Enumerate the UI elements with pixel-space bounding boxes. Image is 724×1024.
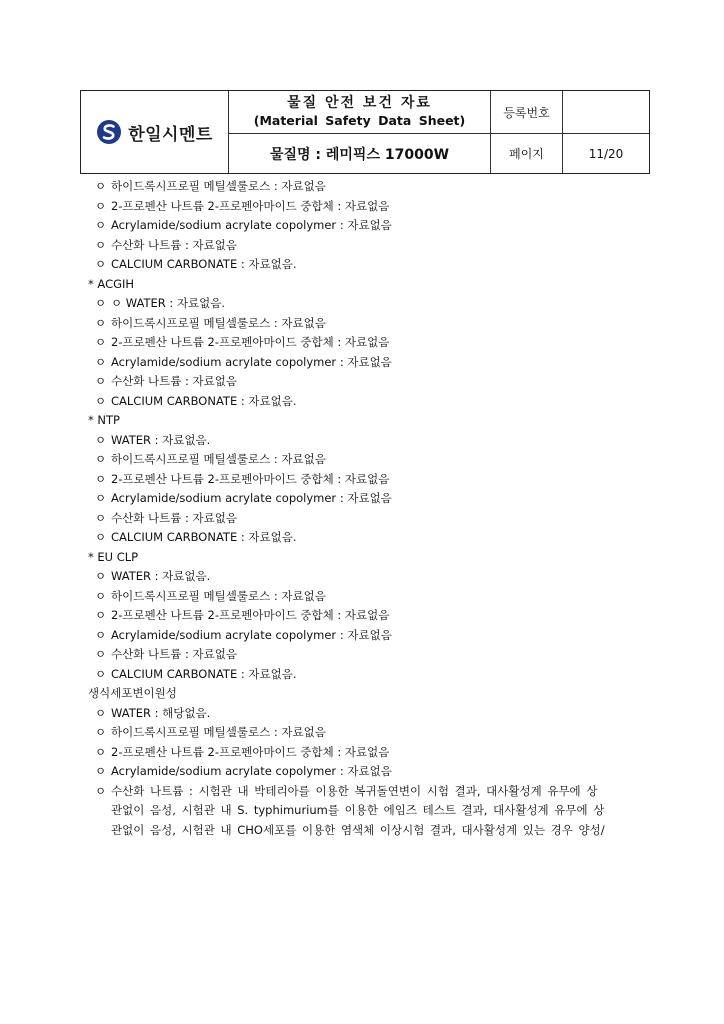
list-item: ㅇ 2-프로펜산 나트륨 2-프로펜아마이드 중합체 : 자료없음 bbox=[88, 470, 658, 490]
section-acgih bbox=[88, 275, 658, 412]
bullet-icon: ㅇ bbox=[95, 237, 107, 252]
document-body bbox=[88, 177, 658, 840]
bullet-icon: ㅇ bbox=[95, 725, 107, 739]
bullet-icon: ㅇ bbox=[95, 198, 107, 213]
bullet-icon: ㅇ bbox=[95, 393, 107, 408]
bullet-icon: ㅇ bbox=[95, 296, 107, 310]
section-heading: 생식세포변이원성 bbox=[88, 686, 177, 700]
page-label: 페이지 bbox=[491, 133, 563, 173]
list-item: ㅇ 하이드록시프로필 메틸셀룰로스 : 자료없음 bbox=[88, 177, 658, 197]
list-item: ㅇ 하이드록시프로필 메틸셀룰로스 : 자료없음 bbox=[88, 723, 658, 743]
list-item: ㅇ 수산화 나트륨 : 자료없음 bbox=[88, 509, 658, 529]
bullet-icon: ㅇ bbox=[95, 179, 107, 193]
company-logo bbox=[96, 119, 213, 145]
list-item: ㅇ ㅇ WATER : 자료없음. bbox=[88, 294, 658, 314]
paragraph-line: 관없이 음성, 시험관 내 S. typhimurium를 이용한 에임즈 테스트 결과, 대사활성계 유무에 상 bbox=[111, 803, 605, 817]
section-ntp bbox=[88, 411, 658, 548]
section-heading: * NTP bbox=[88, 413, 120, 427]
msds-header-table bbox=[80, 90, 650, 174]
list-item-paragraph bbox=[88, 782, 658, 841]
list-item: ㅇ 2-프로펜산 나트륨 2-프로펜아마이드 중합체 : 자료없음 bbox=[88, 606, 658, 626]
bullet-icon: ㅇ bbox=[95, 627, 107, 642]
bullet-icon: ㅇ bbox=[95, 354, 107, 369]
list-item: ㅇ 2-프로펜산 나트륨 2-프로펜아마이드 중합체 : 자료없음 bbox=[88, 333, 658, 353]
list-item: ㅇ 하이드록시프로필 메틸셀룰로스 : 자료없음 bbox=[88, 450, 658, 470]
bullet-icon: ㅇ bbox=[95, 335, 107, 349]
bullet-icon: ㅇ bbox=[95, 471, 107, 486]
bullet-icon: ㅇ bbox=[95, 452, 107, 466]
company-s-emblem-icon bbox=[96, 119, 122, 145]
bullet-icon: ㅇ bbox=[95, 374, 107, 388]
company-name: 한일시멘트 bbox=[128, 124, 213, 145]
section-heading: * ACGIH bbox=[88, 276, 135, 291]
paragraph-line: 관없이 음성, 시험관 내 CHO세포를 이용한 염색체 이상시험 결과, 대사활성계 있는 경우 양성/ bbox=[111, 822, 605, 837]
product-name: 물질명 : 레미픽스 17000W bbox=[229, 133, 491, 173]
list-item: ㅇ 수산화 나트륨 : 자료없음 bbox=[88, 372, 658, 392]
bullet-icon: ㅇ bbox=[95, 569, 107, 583]
bullet-icon: ㅇ bbox=[95, 666, 107, 681]
title-cell bbox=[229, 91, 491, 133]
list-item: ㅇ CALCIUM CARBONATE : 자료없음. bbox=[88, 392, 658, 412]
paragraph-line: 수산화 나트륨 : 시험관 내 박테리아를 이용한 복귀돌연변이 시험 결과, 대사활성계 유무에 상 bbox=[111, 783, 598, 798]
bullet-icon: ㅇ bbox=[95, 491, 107, 505]
list-item: ㅇ CALCIUM CARBONATE : 자료없음. bbox=[88, 528, 658, 548]
bullet-icon: ㅇ bbox=[95, 608, 107, 622]
document-title-en: (Material Safety Data Sheet) bbox=[253, 113, 466, 128]
registration-number-label: 등록번호 bbox=[491, 91, 563, 133]
document-title-ko: 물질 안전 보건 자료 bbox=[287, 95, 432, 111]
list-item: ㅇ 2-프로펜산 나트륨 2-프로펜아마이드 중합체 : 자료없음 bbox=[88, 197, 658, 217]
section-continued bbox=[88, 177, 658, 275]
list-item: ㅇ 2-프로펜산 나트륨 2-프로펜아마이드 중합체 : 자료없음 bbox=[88, 743, 658, 763]
bullet-icon: ㅇ bbox=[95, 315, 107, 330]
company-logo-cell bbox=[81, 91, 229, 173]
page-number: 11/20 bbox=[563, 133, 649, 173]
list-item: ㅇ CALCIUM CARBONATE : 자료없음. bbox=[88, 665, 658, 685]
list-item: ㅇ Acrylamide/sodium acrylate copolymer : 자료없음 bbox=[88, 626, 658, 646]
bullet-icon: ㅇ bbox=[95, 257, 107, 271]
bullet-icon: ㅇ bbox=[95, 218, 107, 232]
list-item: ㅇ Acrylamide/sodium acrylate copolymer : 자료없음 bbox=[88, 216, 658, 236]
bullet-icon: ㅇ bbox=[95, 530, 107, 544]
list-item: ㅇ Acrylamide/sodium acrylate copolymer : 자료없음 bbox=[88, 762, 658, 782]
list-item: ㅇ 하이드록시프로필 메틸셀룰로스 : 자료없음 bbox=[88, 587, 658, 607]
list-item: ㅇ Acrylamide/sodium acrylate copolymer : 자료없음 bbox=[88, 489, 658, 509]
bullet-icon: ㅇ bbox=[95, 705, 107, 720]
bullet-icon: ㅇ bbox=[95, 783, 107, 798]
list-item: ㅇ WATER : 해당없음. bbox=[88, 704, 658, 724]
bullet-icon: ㅇ bbox=[95, 588, 107, 603]
bullet-icon: ㅇ bbox=[95, 647, 107, 661]
bullet-icon: ㅇ bbox=[95, 764, 107, 778]
section-heading: * EU CLP bbox=[88, 549, 139, 564]
list-item: ㅇ 하이드록시프로필 메틸셀룰로스 : 자료없음 bbox=[88, 314, 658, 334]
registration-number-value bbox=[563, 91, 649, 133]
list-item: ㅇ WATER : 자료없음. bbox=[88, 431, 658, 451]
list-item: ㅇ WATER : 자료없음. bbox=[88, 567, 658, 587]
bullet-icon: ㅇ bbox=[95, 744, 107, 759]
list-item: ㅇ 수산화 나트륨 : 자료없음 bbox=[88, 236, 658, 256]
list-item: ㅇ CALCIUM CARBONATE : 자료없음. bbox=[88, 255, 658, 275]
bullet-icon: ㅇ bbox=[95, 510, 107, 525]
list-item: ㅇ Acrylamide/sodium acrylate copolymer : 자료없음 bbox=[88, 353, 658, 373]
bullet-icon: ㅇ bbox=[95, 432, 107, 447]
list-item: ㅇ 수산화 나트륨 : 자료없음 bbox=[88, 645, 658, 665]
section-eu-clp bbox=[88, 548, 658, 685]
section-germ-cell-mutagenicity bbox=[88, 684, 658, 840]
